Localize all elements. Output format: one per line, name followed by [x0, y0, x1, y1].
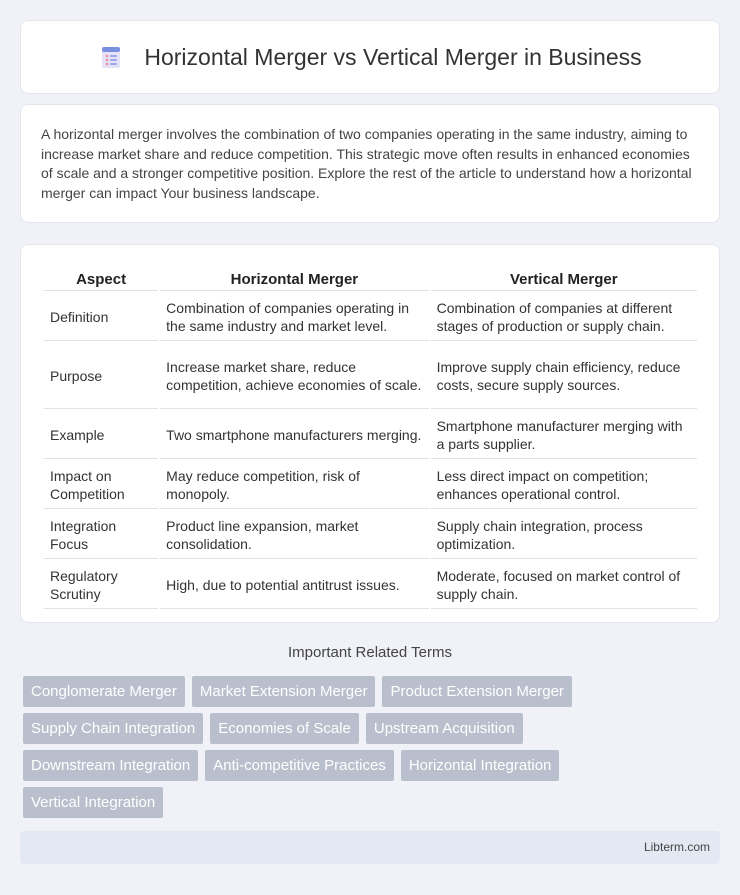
aspect-cell: Integration Focus: [44, 511, 158, 559]
aspect-cell: Purpose: [44, 343, 158, 409]
vertical-cell: Smartphone manufacturer merging with a parts supplier.: [431, 411, 697, 459]
intro-card: [20, 104, 720, 223]
related-term-tag[interactable]: Upstream Acquisition: [366, 713, 523, 744]
related-term-tag[interactable]: Downstream Integration: [23, 750, 198, 781]
related-term-tag[interactable]: Horizontal Integration: [401, 750, 560, 781]
related-term-tag[interactable]: Market Extension Merger: [192, 676, 376, 707]
aspect-cell: Impact on Competition: [44, 461, 158, 509]
table-row: [44, 343, 697, 409]
table-row: [44, 293, 697, 341]
aspect-cell: Definition: [44, 293, 158, 341]
table-header-row: [44, 267, 697, 291]
related-term-tag[interactable]: Economies of Scale: [210, 713, 359, 744]
aspect-cell: Example: [44, 411, 158, 459]
table-row: [44, 511, 697, 559]
related-term-tag[interactable]: Vertical Integration: [23, 787, 163, 818]
vertical-cell: Moderate, focused on market control of supply chain.: [431, 561, 697, 609]
document-icon: [98, 44, 124, 70]
comparison-table: [42, 265, 699, 611]
related-term-tag[interactable]: Product Extension Merger: [382, 676, 571, 707]
related-terms-list: [23, 676, 623, 818]
horizontal-cell: High, due to potential antitrust issues.: [160, 561, 428, 609]
footer-brand-link[interactable]: Libterm.com: [643, 840, 710, 854]
table-row: [44, 461, 697, 509]
column-header-horizontal: Horizontal Merger: [160, 267, 428, 291]
intro-text: A horizontal merger involves the combination of two companies operating in the same industry, aiming to increase market share and reduce competition. This strategic move often results in enhanced economies of scale and a stronger competitive position. Explore the rest of the article to understand how a horizontal merger can impact Your business landscape.: [41, 126, 692, 201]
vertical-cell: Less direct impact on competition; enhances operational control.: [431, 461, 697, 509]
horizontal-cell: Increase market share, reduce competition, achieve economies of scale.: [160, 343, 428, 409]
related-terms-title: Important Related Terms: [288, 644, 452, 661]
comparison-table-card: [20, 244, 720, 623]
table-row: [44, 561, 697, 609]
horizontal-cell: Two smartphone manufacturers merging.: [160, 411, 428, 459]
related-term-tag[interactable]: Anti-competitive Practices: [205, 750, 394, 781]
vertical-cell: Combination of companies at different stages of production or supply chain.: [431, 293, 697, 341]
column-header-aspect: Aspect: [44, 267, 158, 291]
aspect-cell: Regulatory Scrutiny: [44, 561, 158, 609]
header-card: [20, 20, 720, 94]
horizontal-cell: Combination of companies operating in the same industry and market level.: [160, 293, 428, 341]
related-term-tag[interactable]: Conglomerate Merger: [23, 676, 185, 707]
vertical-cell: Supply chain integration, process optimization.: [431, 511, 697, 559]
table-row: [44, 411, 697, 459]
column-header-vertical: Vertical Merger: [431, 267, 697, 291]
horizontal-cell: Product line expansion, market consolidation.: [160, 511, 428, 559]
horizontal-cell: May reduce competition, risk of monopoly.: [160, 461, 428, 509]
footer: [20, 831, 720, 864]
related-term-tag[interactable]: Supply Chain Integration: [23, 713, 203, 744]
page-title: Horizontal Merger vs Vertical Merger in Business: [144, 43, 642, 70]
vertical-cell: Improve supply chain efficiency, reduce costs, secure supply sources.: [431, 343, 697, 409]
